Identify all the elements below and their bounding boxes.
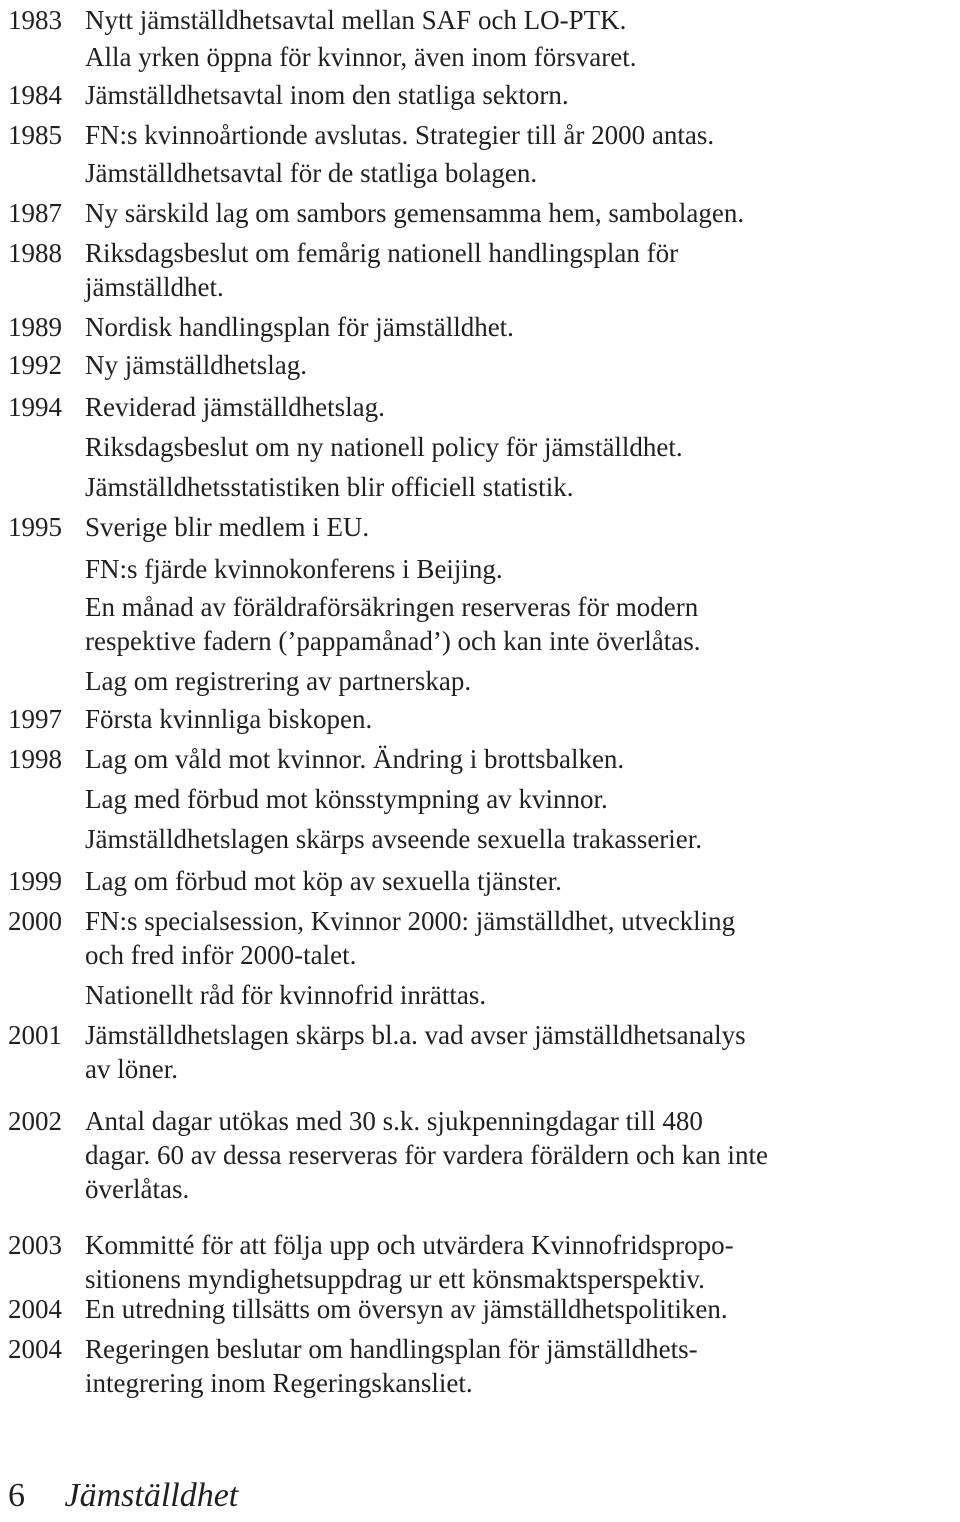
entry-text-line: FN:s specialsession, Kvinnor 2000: jämställdhet, utveckling	[85, 906, 736, 936]
entry-year: 1988	[8, 238, 62, 268]
entry-text-line: integrering inom Regeringskansliet.	[85, 1368, 473, 1398]
entry-text	[85, 1104, 955, 1206]
entry-text-line: Jämställdhetsavtal inom den statliga sektorn.	[85, 80, 569, 110]
entry-text-line: FN:s fjärde kvinnokonferens i Beijing.	[85, 554, 503, 584]
entry-year: 2002	[8, 1106, 62, 1136]
entry-text-line: Riksdagsbeslut om femårig nationell handlingsplan för	[85, 238, 679, 268]
entry-year: 2000	[8, 906, 62, 936]
entry-year: 1999	[8, 866, 62, 896]
entry-year: 2004	[8, 1334, 62, 1364]
entry-text-line: Lag om förbud mot köp av sexuella tjänster.	[85, 866, 562, 896]
entry-text-line: FN:s kvinnoårtionde avslutas. Strategier till år 2000 antas.	[85, 120, 715, 150]
entry-text-line: överlåtas.	[85, 1174, 190, 1204]
entry-text	[85, 590, 955, 658]
entry-text	[85, 1332, 955, 1400]
entry-text-line: Jämställdhetslagen skärps bl.a. vad avser jämställdhetsanalys	[85, 1020, 746, 1050]
entry-text	[85, 702, 955, 736]
entry-text-line: Kommitté för att följa upp och utvärdera Kvinnofridspropo-	[85, 1230, 734, 1260]
entry-year: 1998	[8, 744, 62, 774]
entry-text	[85, 904, 955, 972]
entry-year: 1992	[8, 350, 62, 380]
entry-text	[85, 1292, 955, 1326]
entry-text-line: Nordisk handlingsplan för jämställdhet.	[85, 312, 514, 342]
entry-text-line: jämställdhet.	[85, 272, 224, 302]
entry-text	[85, 742, 955, 776]
entry-text-line: av löner.	[85, 1054, 178, 1084]
entry-text-line: Antal dagar utökas med 30 s.k. sjukpenningdagar till 480	[85, 1106, 703, 1136]
entry-text	[85, 664, 955, 698]
entry-text	[85, 118, 955, 152]
entry-text	[85, 310, 955, 344]
entry-year: 1985	[8, 120, 62, 150]
entry-text	[85, 236, 955, 304]
entry-text	[85, 40, 955, 74]
entry-year: 2004	[8, 1294, 62, 1324]
page-footer	[8, 1476, 238, 1516]
entry-text	[85, 978, 955, 1012]
entry-text-line: Nationellt råd för kvinnofrid inrättas.	[85, 980, 487, 1010]
entry-text-line: En månad av föräldraförsäkringen reserveras för modern	[85, 592, 699, 622]
entry-text-line: respektive fadern (’pappamånad’) och kan inte överlåtas.	[85, 626, 701, 656]
entry-text	[85, 1018, 955, 1086]
entry-text	[85, 156, 955, 190]
entry-text-line: Jämställdhetslagen skärps avseende sexuella trakasserier.	[85, 824, 703, 854]
entry-text-line: dagar. 60 av dessa reserveras för vardera föräldern och kan inte	[85, 1140, 768, 1170]
entry-text	[85, 196, 955, 230]
entry-text	[85, 552, 955, 586]
entry-text	[85, 1228, 955, 1296]
entry-text	[85, 348, 955, 382]
entry-text	[85, 3, 955, 37]
entry-text-line: Lag med förbud mot könsstympning av kvinnor.	[85, 784, 608, 814]
entry-text-line: Lag om våld mot kvinnor. Ändring i brottsbalken.	[85, 744, 625, 774]
entry-text-line: Jämställdhetsstatistiken blir officiell statistik.	[85, 472, 574, 502]
entry-year: 1989	[8, 312, 62, 342]
entry-year: 1984	[8, 80, 62, 110]
entry-text	[85, 510, 955, 544]
entry-text-line: Lag om registrering av partnerskap.	[85, 666, 472, 696]
entry-year: 1995	[8, 512, 62, 542]
entry-year: 2003	[8, 1230, 62, 1260]
entry-text-line: Ny jämställdhetslag.	[85, 350, 307, 380]
entry-year: 1987	[8, 198, 62, 228]
page-number: 6	[8, 1477, 25, 1514]
entry-text	[85, 782, 955, 816]
entry-year: 1994	[8, 392, 62, 422]
entry-text-line: Regeringen beslutar om handlingsplan för jämställdhets-	[85, 1334, 698, 1364]
entry-text-line: Första kvinnliga biskopen.	[85, 704, 373, 734]
entry-text	[85, 78, 955, 112]
entry-year: 2001	[8, 1020, 62, 1050]
entry-text	[85, 430, 955, 464]
entry-text-line: sitionens myndighetsuppdrag ur ett könsmaktsperspektiv.	[85, 1264, 705, 1294]
entry-text	[85, 864, 955, 898]
entry-text	[85, 822, 955, 856]
entry-year: 1983	[8, 5, 62, 35]
entry-text-line: Alla yrken öppna för kvinnor, även inom försvaret.	[85, 42, 637, 72]
entry-text	[85, 390, 955, 424]
entry-text-line: Reviderad jämställdhetslag.	[85, 392, 385, 422]
entry-text-line: Riksdagsbeslut om ny nationell policy för jämställdhet.	[85, 432, 683, 462]
running-title: Jämställdhet	[64, 1477, 239, 1514]
entry-text-line: En utredning tillsätts om översyn av jämställdhetspolitiken.	[85, 1294, 728, 1324]
entry-text-line: Sverige blir medlem i EU.	[85, 512, 370, 542]
entry-text-line: Jämställdhetsavtal för de statliga bolagen.	[85, 158, 538, 188]
entry-text-line: Nytt jämställdhetsavtal mellan SAF och LO-PTK.	[85, 5, 627, 35]
entry-text-line: och fred inför 2000-talet.	[85, 940, 357, 970]
entry-text-line: Ny särskild lag om sambors gemensamma hem, sambolagen.	[85, 198, 745, 228]
entry-year: 1997	[8, 704, 62, 734]
entry-text	[85, 470, 955, 504]
